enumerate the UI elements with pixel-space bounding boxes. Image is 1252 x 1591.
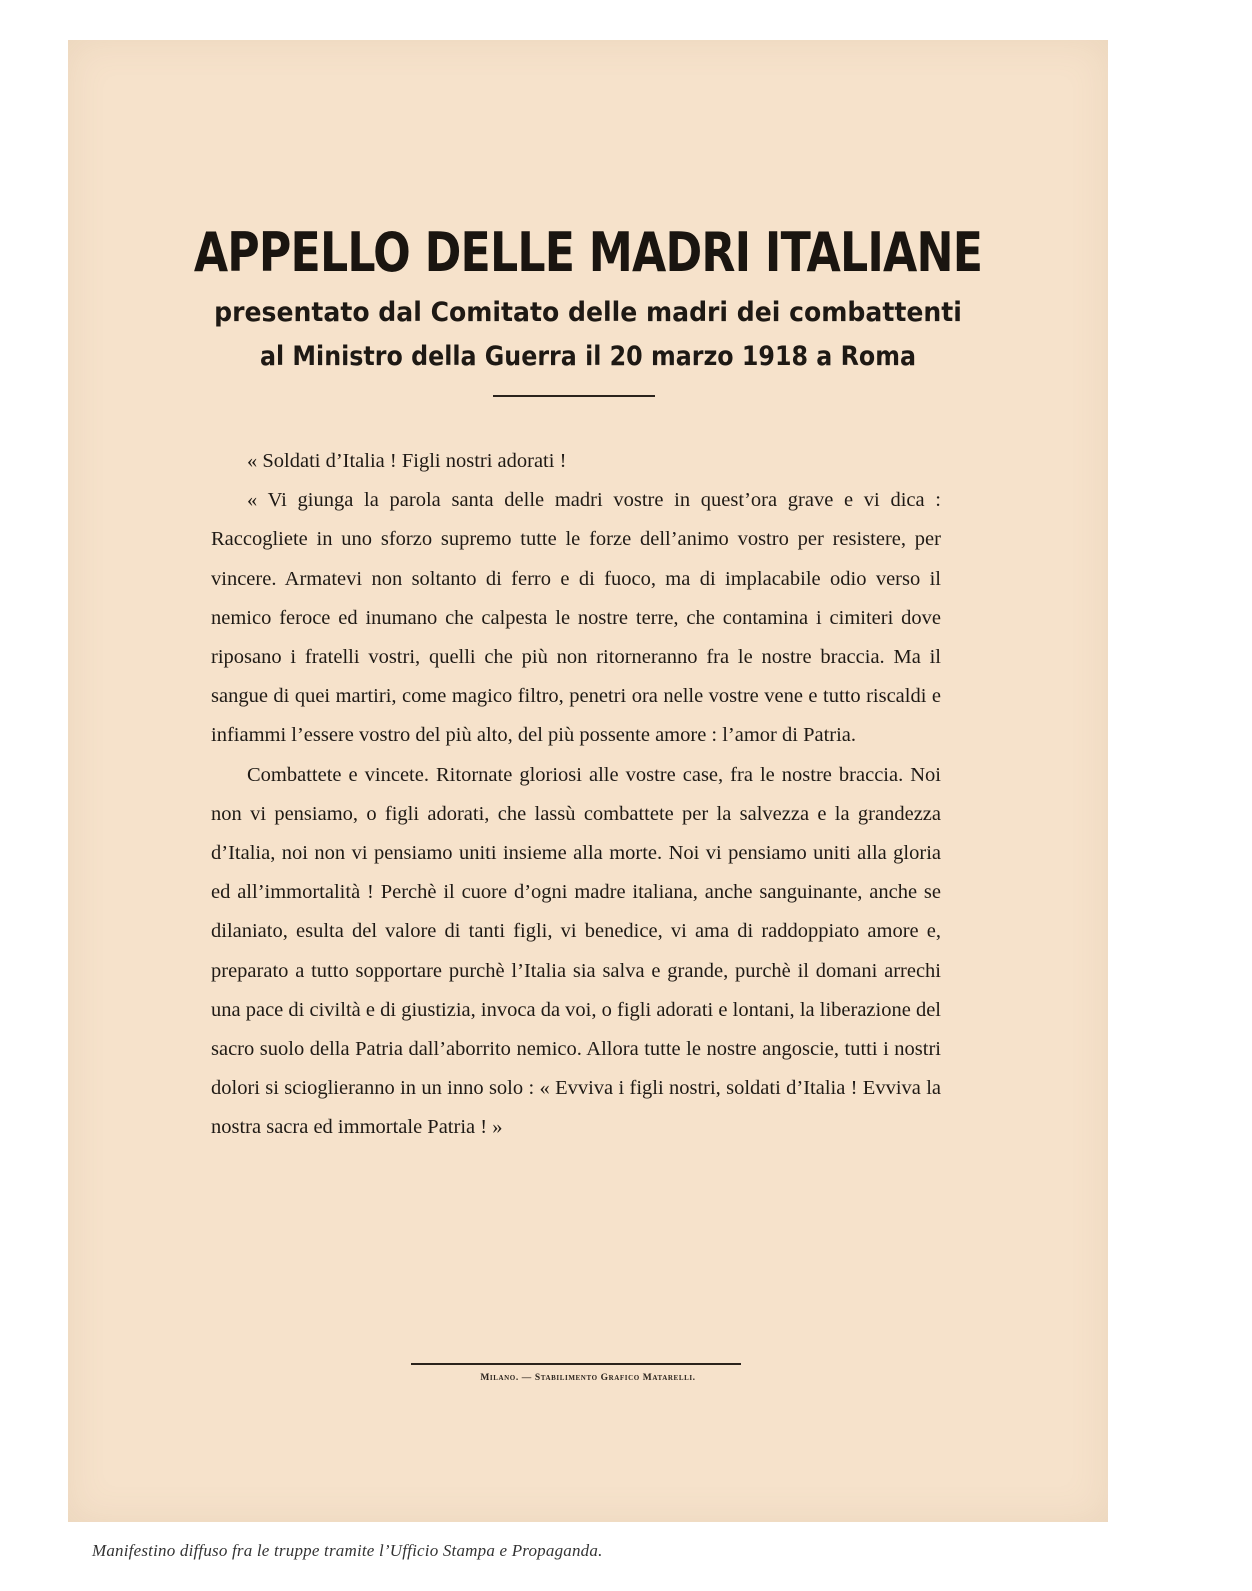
printer-imprint: Milano. — Stabilimento Grafico Matarelli. [480,1373,696,1383]
appeal-paragraph-2: Combattete e vincete. Ritornate gloriosi alle vostre case, fra le nostre braccia. Noi non vi pensiamo, o figli adorati, che lassù combattete per la salvezza e la grandezza d’Italia, noi non vi pensiamo uniti insieme alla morte. Noi vi pensiamo uniti alla gloria ed all’immortalità ! Perchè il cuore d’ogni madre italiana, anche sanguinante, anche se dilaniato, esulta del valore di tanti figli, vi benedice, vi ama di raddoppiato amore e, preparato a tutto sopportare purchè l’Italia sia salva e grande, purchè il domani arrechi una pace di civiltà e di giustizia, invoca da voi, o figli adorati e lontani, la liberazione del sacro suolo della Patria dall’aborrito nemico. Allora tutte le nostre angoscie, tutti i nostri dolori si scioglieranno in un inno solo : « Evviva i figli nostri, soldati d’Italia ! Evviva la nostra sacra ed immortale Patria ! » [211,763,941,1139]
imprint-divider [411,1363,741,1365]
poster-title: APPELLO DELLE MADRI ITALIANE [193,221,983,284]
figure-caption: Manifestino diffuso fra le truppe tramite l’Ufficio Stampa e Propaganda. [92,1541,603,1560]
appeal-body [211,442,941,1148]
appeal-paragraph-1: « Vi giunga la parola santa delle madri vostre in quest’ora grave e vi dica : Raccogliete in uno sforzo supremo tutte le forze dell’animo vostro per resistere, per vincere. Armatevi non soltanto di ferro e di fuoco, ma di implacabile odio verso il nemico feroce ed inumano che calpesta le nostre terre, che contamina i cimiteri dove riposano i fratelli vostri, quelli che più non ritorneranno fra le nostre braccia. Ma il sangue di quei martiri, come magico filtro, penetri ora nelle vostre vene e tutto riscaldi e infiammi l’essere vostro del più alto, del più possente amore : l’amor di Patria. [211,489,941,747]
poster-subtitle-line2: al Ministro della Guerra il 20 marzo 1918 a Roma [259,341,917,372]
poster-sheet [68,40,1108,1522]
poster-subtitle-line1: presentato dal Comitato delle madri dei combattenti [214,297,962,328]
title-divider [493,395,655,397]
appeal-paragraph-salutation: « Soldati d’Italia ! Figli nostri adorati ! [247,450,567,472]
